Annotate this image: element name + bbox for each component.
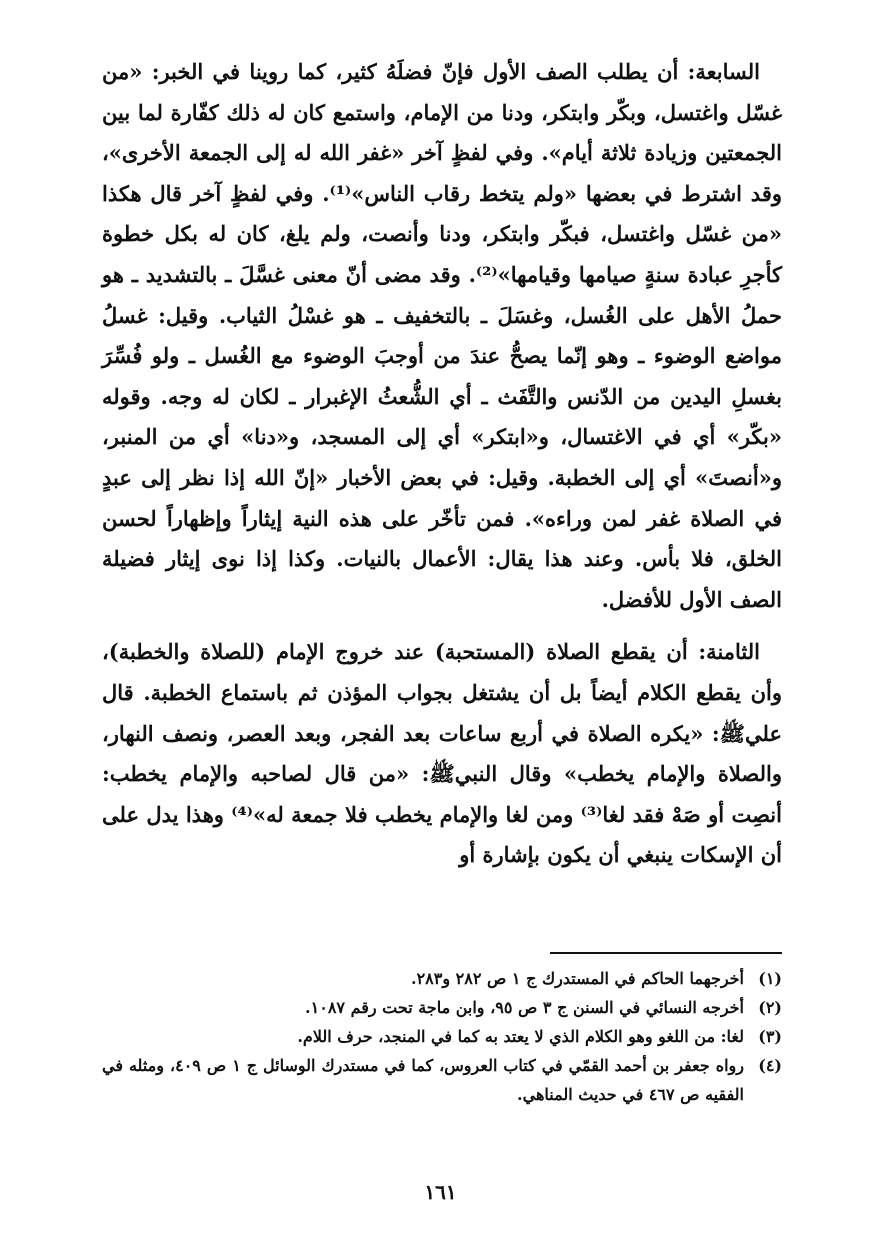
footnote-number: (١) — [758, 969, 782, 988]
footnote-text: رواه جعفر بن أحمد القمّي في كتاب العروس، كما في مستدرك الوسائل ج ١ ص ٤٠٩، ومثله في الفقيه ص ٤٦٧ في حديث المناهي. — [102, 1056, 745, 1104]
footnote-1 — [102, 964, 782, 993]
paragraph-eighth: الثامنة: أن يقطع الصلاة (المستحبة) عند خروج الإمام (للصلاة والخطبة)، وأن يقطع الكلام أيضاً بل أن يشتغل بجواب المؤذن ثم باستماع الخطبة. قال عليﷺ: «يكره الصلاة في أربع ساعات بعد الفجر، وبعد العصر، ونصف النهار، والصلاة والإمام يخطب» وقال النبيﷺ: «من قال لصاحبه والإمام يخطب: أنصِت أو صَهْ فقد لغا⁽³⁾ ومن لغا والإمام يخطب فلا جمعة له»⁽⁴⁾ وهذا يدل على أن الإسكات ينبغي أن يكون بإشارة أو — [102, 639, 782, 868]
footnote-2 — [102, 993, 782, 1022]
footnote-4 — [102, 1051, 782, 1109]
footnote-separator — [550, 952, 782, 954]
footnote-3 — [102, 1022, 782, 1051]
footnote-text: أخرجه النسائي في السنن ج ٣ ص ٩٥، وابن ماجة تحت رقم ١٠٨٧. — [305, 998, 744, 1017]
main-text-block — [102, 52, 782, 876]
footnote-text: لغا: من اللغو وهو الكلام الذي لا يعتد به كما في المنجد، حرف اللام. — [297, 1027, 744, 1046]
footnote-text: أخرجهما الحاكم في المستدرك ج ١ ص ٢٨٢ و٢٨٣. — [410, 969, 744, 988]
footnote-number: (٢) — [758, 998, 782, 1017]
footnotes — [102, 964, 782, 1109]
page-number: ١٦١ — [424, 1180, 457, 1204]
footnote-number: (٣) — [758, 1027, 782, 1046]
paragraph-seventh: السابعة: أن يطلب الصف الأول فإنّ فضلَهُ كثير، كما روينا في الخبر: «من غسّل واغتسل، وبكّر وابتكر، ودنا من الإمام، واستمع كان له ذلك كفّارة لما بين الجمعتين وزيادة ثلاثة أيام». وفي لفظٍ آخر «غفر الله له إلى الجمعة الأخرى»، وقد اشترط في بعضها «ولم يتخط رقاب الناس»⁽¹⁾. وفي لفظٍ آخر قال هكذا «من غسّل واغتسل، فبكّر وابتكر، ودنا وأنصت، ولم يلغ، كان له بكل خطوة كأجرِ عبادة سنةٍ صيامها وقيامها»⁽²⁾. وقد مضى أنّ معنى غسَّلَ ـ بالتشديد ـ هو حملُ الأهل على الغُسل، وغسَلَ ـ بالتخفيف ـ هو غسْلُ الثياب. وقيل: غسلُ مواضع الوضوء ـ وهو إنّما يصحُّ عندَ من أوجبَ الوضوء مع الغُسل ـ ولو فُسِّرَ بغسلِ اليدين من الدّنس والتَّفَث ـ أي الشُّعثُ الإغبرار ـ لكان له وجه. وقوله «بكّر» أي في الاغتسال، و«ابتكر» أي إلى المسجد، و«دنا» أي من المنبر، و«أنصتَ» أي إلى الخطبة. وقيل: في بعض الأخبار «إنّ الله إذا نظر إلى عبدٍ في الصلاة غفر لمن وراءه». فمن تأخّر على هذه النية إيثاراً وإظهاراً لحسن الخلق، فلا بأس. وعند هذا يقال: الأعمال بالنيات. وكذا إذا نوى إيثار فضيلة الصف الأول للأفضل. — [102, 59, 783, 612]
footnote-number: (٤) — [758, 1056, 782, 1075]
